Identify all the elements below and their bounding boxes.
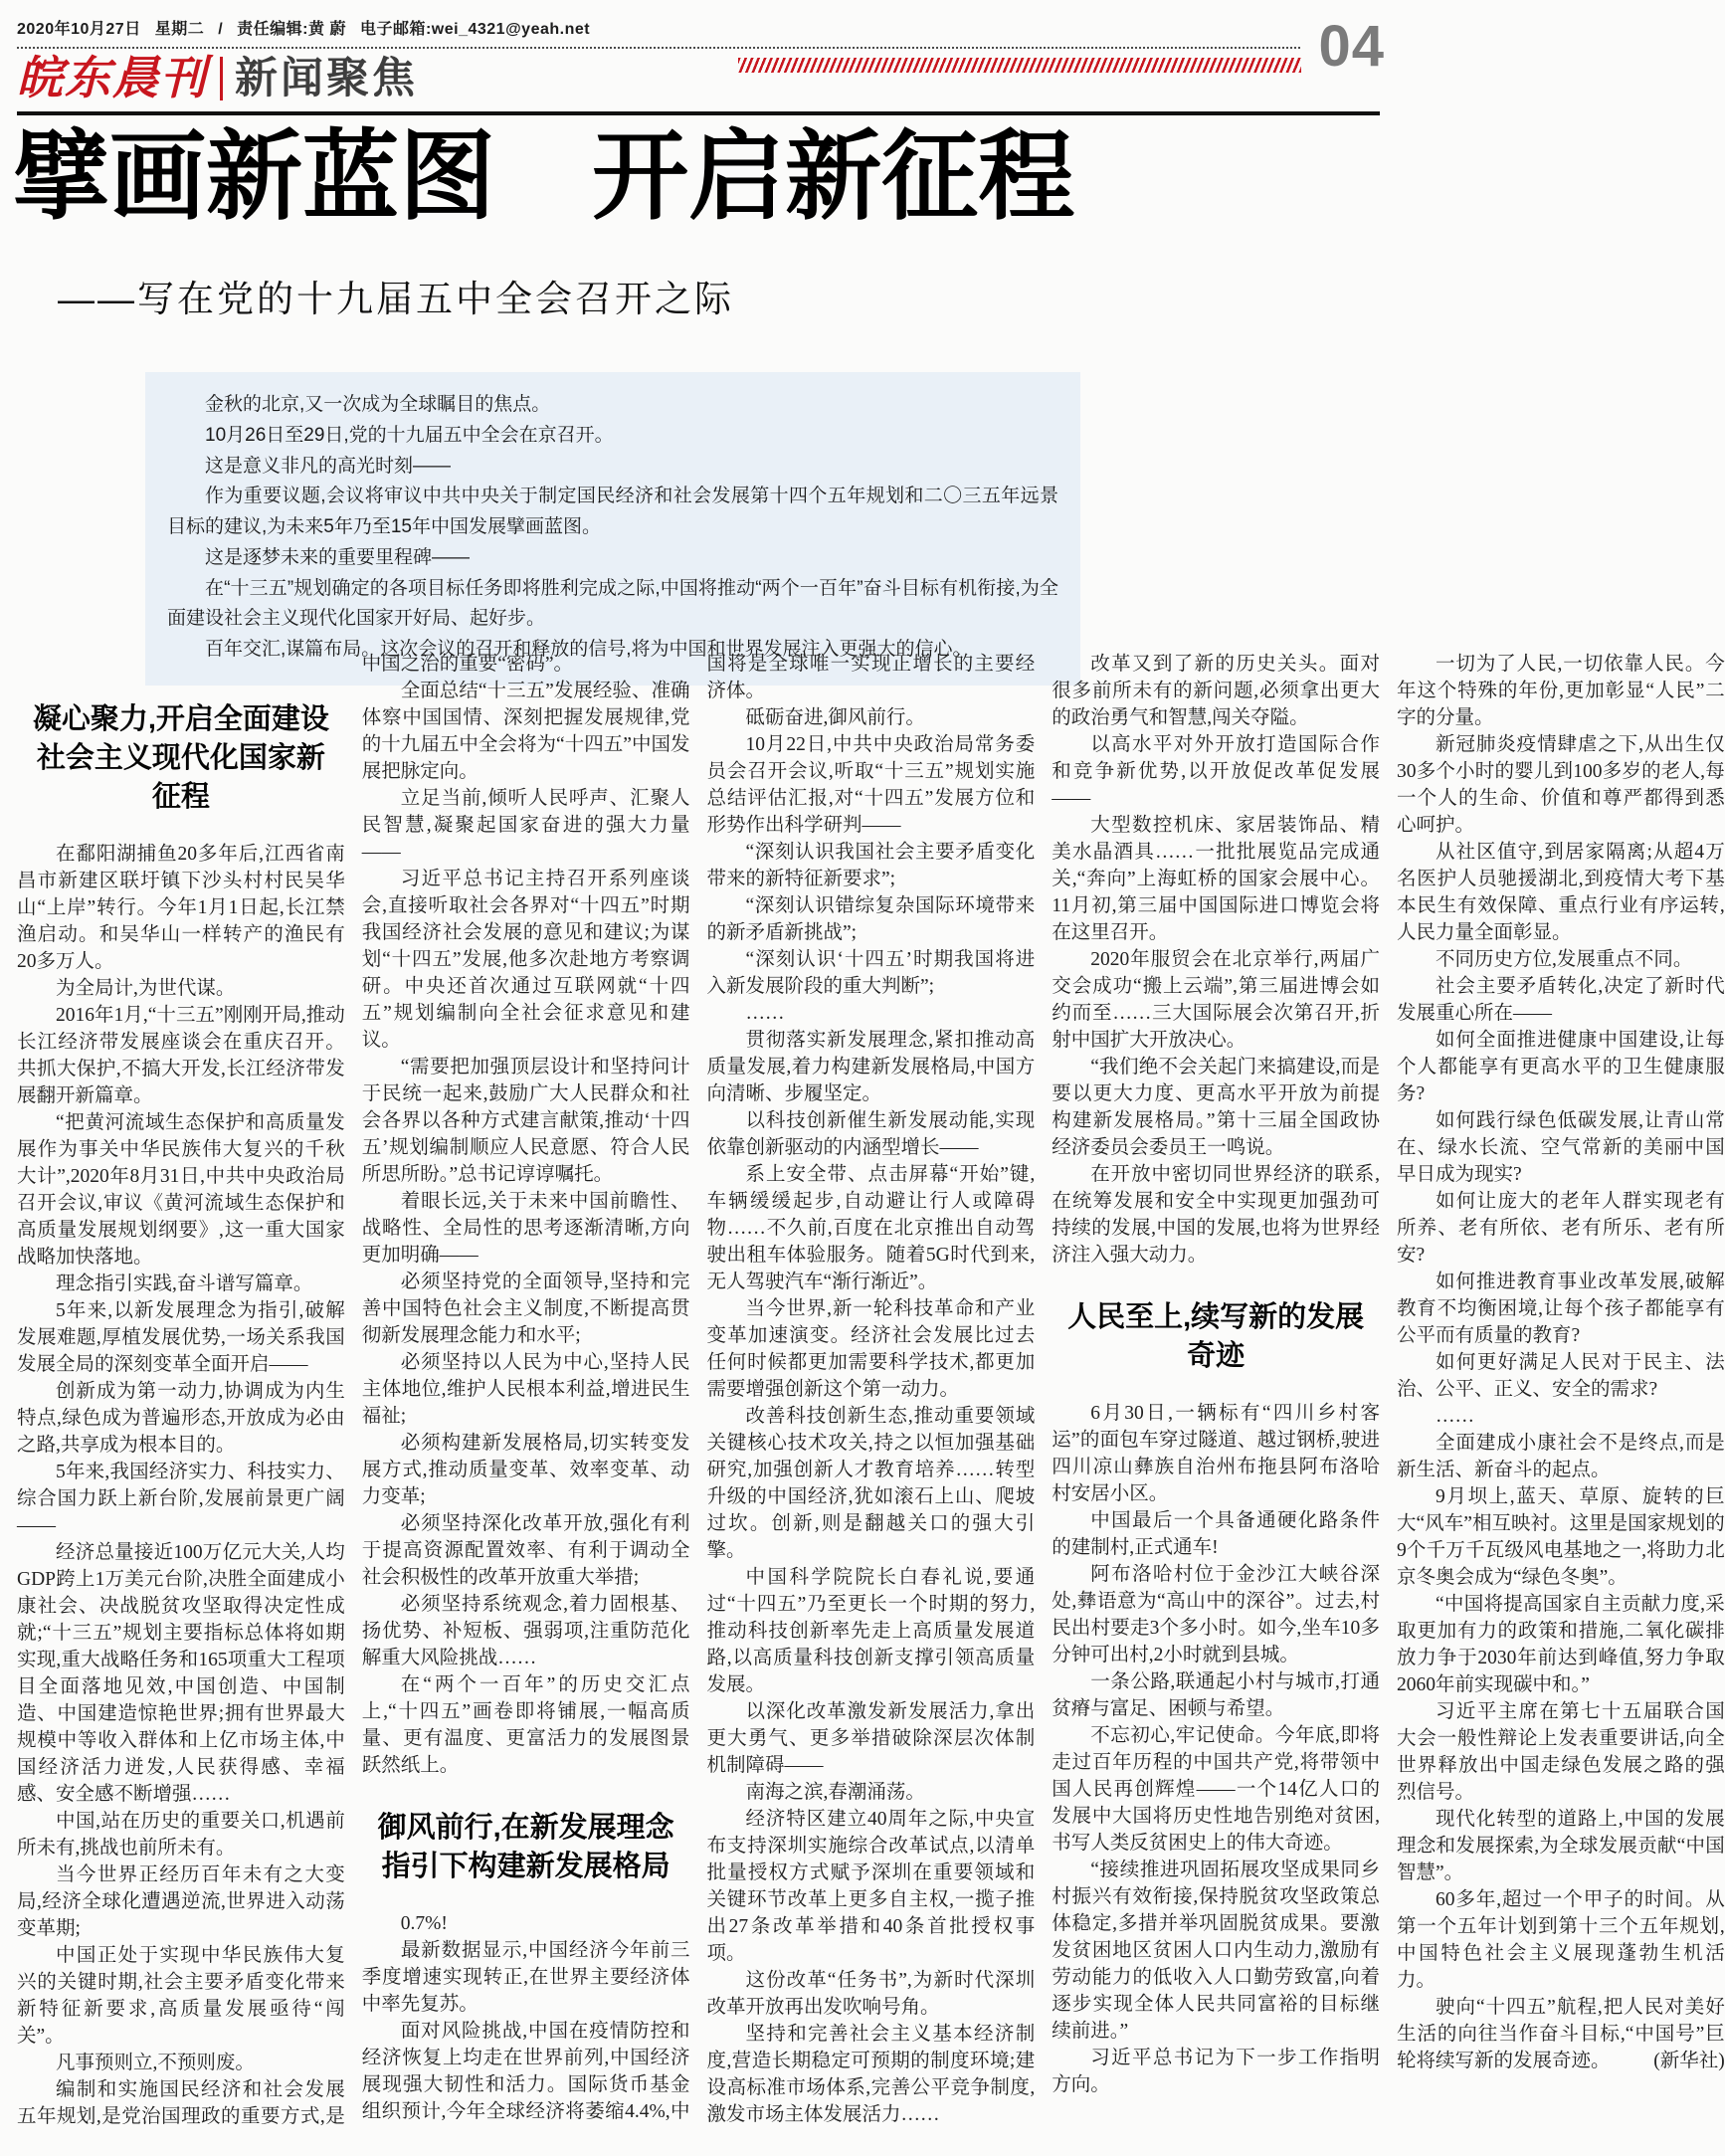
- article-paragraph: 大型数控机床、家居装饰品、精美水晶酒具……一批批展览品完成通关,“奔向”上海虹桥的国家会展中心。11月初,第三届中国国际进口博览会将在这里召开。: [1052, 815, 1380, 943]
- article-paragraph: 理念指引实践,奋斗谱写篇章。: [56, 1274, 313, 1295]
- article-paragraph: “我们绝不会关起门来搞建设,而是要以更大力度、更高水平开放为前提构建新发展格局。”第十三届全国政协经济委员会委员王一鸣说。: [1052, 1057, 1380, 1158]
- article-paragraph: 必须坚持深化改革开放,强化有利于提高资源配置效率、有利于调动全社会积极性的改革开放重大举措;: [361, 1513, 690, 1588]
- article-paragraph: 中国科学院院长白春礼说,要通过“十四五”乃至更长一个时期的努力,推动科技创新率先走上高质量发展道路,以高质量科技创新支撑引领高质量发展。: [706, 1567, 1036, 1695]
- article-paragraph: 一切为了人民,一切依靠人民。今年这个特殊的年份,更加彰显“人民”二字的分量。: [1397, 654, 1725, 728]
- masthead-divider: [220, 57, 223, 100]
- article-paragraph: 不忘初心,牢记使命。今年底,即将走过百年历程的中国共产党,将带领中国人民再创辉煌——一个14亿人口的发展中大国将历史性地告别绝对贫困,书写人类反贫困史上的伟大奇迹。: [1052, 1725, 1380, 1855]
- article-columns: [17, 651, 1725, 2145]
- article-paragraph: 改革又到了新的历史关头。面对很多前所未有的新问题,必须拿出更大的政治勇气和智慧,闯关夺隘。: [1052, 654, 1380, 728]
- article-paragraph: 习近平主席在第七十五届联合国大会一般性辩论上发表重要讲话,向全世界释放出中国走绿色发展之路的强烈信号。: [1397, 1701, 1725, 1803]
- intro-paragraph: 10月26日至29日,党的十九届五中全会在京召开。: [205, 424, 614, 446]
- weekday-text: 星期二: [154, 21, 205, 38]
- article-paragraph: ……: [1436, 1406, 1474, 1427]
- article-paragraph: 在鄱阳湖捕鱼20多年后,江西省南昌市新建区联圩镇下沙头村村民吴华山“上岸”转行。今年1月1日起,长江禁渔启动。和吴华山一样转产的渔民有20多万人。: [17, 844, 345, 973]
- article-paragraph: ……: [745, 1003, 785, 1024]
- article-paragraph: 必须坚持以人民为中心,坚持人民主体地位,维护人民根本利益,增进民生福祉;: [361, 1352, 690, 1427]
- editor-text: 责任编辑:黄 蔚: [237, 21, 346, 38]
- article-paragraph: “中国将提高国家自主贡献力度,采取更加有力的政策和措施,二氧化碳排放力争于2030年前达到峰值,努力争取2060年前实现碳中和。”: [1397, 1594, 1725, 1695]
- dateline-separator: /: [218, 21, 224, 38]
- article-paragraph: 如何让庞大的老年人群实现老有所养、老有所依、老有所乐、老有所安?: [1397, 1191, 1725, 1266]
- article-paragraph: 以深化改革激发新发展活力,拿出更大勇气、更多举措破除深层次体制机制障碍——: [706, 1701, 1036, 1776]
- article-paragraph: 5年来,以新发展理念为指引,破解发展难题,厚植发展优势,一场关系我国发展全局的深刻变革全面开启——: [17, 1300, 345, 1376]
- article-paragraph: “深刻认识‘十四五’时期我国将进入新发展阶段的重大判断”;: [706, 949, 1036, 997]
- article-paragraph: 从社区值守,到居家隔离;从超4万名医护人员驰援湖北,到疫情大考下基本民生有效保障、重点行业有序运转,人民力量全面彰显。: [1397, 842, 1725, 943]
- email-text: 电子邮箱:wei_4321@yeah.net: [359, 21, 591, 38]
- article-paragraph: 如何更好满足人民对于民主、法治、公平、正义、安全的需求?: [1397, 1352, 1725, 1400]
- article-paragraph: 习近平总书记为下一步工作指明方向。: [1052, 2048, 1380, 2096]
- byline: (新华社): [1653, 2051, 1725, 2071]
- article-paragraph: 9月坝上,蓝天、草原、旋转的巨大“风车”相互映衬。这里是国家规划的9个千万千瓦级风电基地之一,将助力北京冬奥会成为“绿色冬奥”。: [1397, 1486, 1725, 1588]
- article-paragraph: 这份改革“任务书”,为新时代深圳改革开放再出发吹响号角。: [706, 1970, 1036, 2018]
- page-number: 04: [1318, 14, 1385, 79]
- masthead-logo: 皖东晨刊: [17, 53, 208, 103]
- article-paragraph: 在开放中密切同世界经济的联系,在统筹发展和安全中实现更加强劲可持续的发展,中国的发展,也将为世界经济注入强大动力。: [1052, 1164, 1380, 1266]
- article-paragraph: “深刻认识我国社会主要矛盾变化带来的新特征新要求”;: [706, 842, 1036, 889]
- article-paragraph: 新冠肺炎疫情肆虐之下,从出生仅30多个小时的婴儿到100多岁的老人,每一个人的生命、价值和尊严都得到悉心呵护。: [1397, 734, 1725, 836]
- article-paragraph: 砥砺奋进,御风前行。: [745, 707, 925, 728]
- article-paragraph: 南海之滨,春潮涌荡。: [745, 1782, 925, 1803]
- main-headline: 擘画新蓝图 开启新征程: [13, 121, 1075, 231]
- article-paragraph: 坚持和完善社会主义基本经济制度,营造长期稳定可预期的制度环境;建设高标准市场体系,完善公平竞争制度,激发市场主体发展活力……: [706, 2024, 1036, 2125]
- article-paragraph: “接续推进巩固拓展攻坚成果同乡村振兴有效衔接,保持脱贫攻坚政策总体稳定,多措并举巩固脱贫成果。要激发贫困地区贫困人口内生动力,激励有劳动能力的低收入人口勤劳致富,向着逐步实现全体人民共同富裕的目标继续前进。”: [1052, 1860, 1380, 2043]
- article-paragraph: 必须坚持党的全面领导,坚持和完善中国特色社会主义制度,不断提高贯彻新发展理念能力和水平;: [361, 1272, 690, 1346]
- dotted-divider: [17, 47, 1300, 49]
- article-paragraph: 以科技创新催生新发展动能,实现依靠创新驱动的内涵型增长——: [706, 1110, 1036, 1158]
- article-paragraph: 社会主要矛盾转化,决定了新时代发展重心所在——: [1397, 976, 1725, 1024]
- article-paragraph: 中国最后一个具备通硬化路条件的建制村,正式通车!: [1052, 1510, 1380, 1559]
- article-paragraph: “深刻认识错综复杂国际环境带来的新矛盾新挑战”;: [706, 895, 1036, 943]
- intro-paragraph: 在“十三五”规划确定的各项目标任务即将胜利完成之际,中国将推动“两个一百年”奋斗目标有机衔接,为全面建设社会主义现代化国家开好局、起好步。: [167, 577, 1058, 630]
- article-paragraph: 系上安全带、点击屏幕“开始”键,车辆缓缓起步,自动避让行人或障碍物……不久前,百度在北京推出自动驾驶出租车体验服务。随着5G时代到来,无人驾驶汽车“渐行渐近”。: [706, 1164, 1036, 1292]
- article-paragraph: 编制和实施国民经济和社会发展五年规划,是党治国理政的重要方式,是中国之治的重要“密码”。: [17, 654, 574, 2128]
- article-paragraph: 一条公路,联通起小村与城市,打通贫瘠与富足、困顿与希望。: [1052, 1671, 1380, 1720]
- intro-paragraph: 金秋的北京,又一次成为全球瞩目的焦点。: [205, 394, 551, 415]
- article-paragraph: 驶向“十四五”航程,把人民对美好生活的向往当作奋斗目标,“中国号”巨轮将续写新的发展奇迹。 (新华社): [1397, 1994, 1725, 2074]
- dateline: [17, 16, 590, 39]
- article-paragraph: 凡事预则立,不预则废。: [56, 2053, 255, 2074]
- article-paragraph: 如何全面推进健康中国建设,让每个人都能享有更高水平的卫生健康服务?: [1397, 1030, 1725, 1104]
- section-heading: 人民至上,续写新的发展奇迹: [1067, 1301, 1365, 1373]
- section-name: 新闻聚焦: [235, 54, 418, 102]
- article-paragraph: 6月30日,一辆标有“四川乡村客运”的面包车穿过隧道、越过钢桥,驶进四川凉山彝族自治州布拖县阿布洛哈村安居小区。: [1052, 1403, 1380, 1505]
- headline-top-rule: [17, 111, 1380, 115]
- article-paragraph: 现代化转型的道路上,中国的发展理念和发展探索,为全球发展贡献“中国智慧”。: [1397, 1809, 1725, 1883]
- article-paragraph: 立足当前,倾听人民呼声、汇聚人民智慧,凝聚起国家奋进的强大力量——: [361, 788, 690, 863]
- intro-paragraph: 作为重要议题,会议将审议中共中央关于制定国民经济和社会发展第十四个五年规划和二〇三五年远景目标的建议,为未来5年乃至15年中国发展擘画蓝图。: [167, 486, 1058, 538]
- article-paragraph: 2020年服贸会在北京举行,两届广交会成功“搬上云端”,第三届进博会如约而至……三大国际展会次第召开,折射中国扩大开放决心。: [1052, 949, 1380, 1051]
- article-paragraph: 中国,站在历史的重要关口,机遇前所未有,挑战也前所未有。: [17, 1811, 345, 1860]
- article-paragraph: 贯彻落实新发展理念,紧扣推动高质量发展,着力构建新发展格局,中国方向清晰、步履坚定。: [706, 1030, 1036, 1104]
- intro-paragraph: 百年交汇,谋篇布局。这次会议的召开和释放的信号,将为中国和世界发展注入更强大的信心。: [205, 639, 972, 661]
- article-paragraph: 2016年1月,“十三五”刚刚开局,推动长江经济带发展座谈会在重庆召开。共抓大保护,不搞大开发,长江经济带发展翻开新篇章。: [17, 1005, 345, 1107]
- article-paragraph: 经济特区建立40周年之际,中央宣布支持深圳实施综合改革试点,以清单批量授权方式赋予深圳在重要领域和关键环节改革上更多自主权,一揽子推出27条改革举措和40条首批授权事项。: [706, 1809, 1036, 1964]
- article-paragraph: 以高水平对外开放打造国际合作和竞争新优势,以开放促改革促发展——: [1052, 734, 1380, 809]
- article-paragraph: 改善科技创新生态,推动重要领域关键核心技术攻关,持之以恒加强基础研究,加强创新人才教育培养……转型升级的中国经济,犹如滚石上山、爬坡过坎。创新,则是翻越关口的强大引擎。: [706, 1406, 1036, 1561]
- article-paragraph: 经济总量接近100万亿元大关,人均GDP跨上1万美元台阶,决胜全面建成小康社会、决战脱贫攻坚取得决定性成就;“十三五”规划主要指标总体将如期实现,重大战略任务和165项重大工程项目全面落地见效,中国创造、中国制造、中国建造惊艳世界;拥有世界最大规模中等收入群体和上亿市场主体,中国经济活力迸发,人民获得感、幸福感、安全感不断增强……: [17, 1542, 345, 1806]
- article-paragraph: 创新成为第一动力,协调成为内生特点,绿色成为普遍形态,开放成为必由之路,共享成为根本目的。: [17, 1381, 345, 1457]
- red-hatch-band: [738, 58, 1301, 73]
- article-paragraph: 阿布洛哈村位于金沙江大峡谷深处,彝语意为“高山中的深谷”。过去,村民出村要走3个多小时。如今,坐车10多分钟可出村,2小时就到县城。: [1052, 1564, 1380, 1666]
- article-paragraph: 当今世界正经历百年未有之大变局,经济全球化遭遇逆流,世界进入动荡变革期;: [17, 1864, 345, 1940]
- article-paragraph: 中国正处于实现中华民族伟大复兴的关键时期,社会主要矛盾变化带来新特征新要求,高质量发展亟待“闯关”。: [17, 1945, 345, 2048]
- section-heading: 凝心聚力,开启全面建设社会主义现代化国家新征程: [32, 703, 329, 814]
- article-paragraph: 着眼长远,关于未来中国前瞻性、战略性、全局性的思考逐渐清晰,方向更加明确——: [361, 1191, 690, 1266]
- intro-paragraph: 这是逐梦未来的重要里程碑——: [205, 546, 471, 568]
- intro-paragraph: 这是意义非凡的高光时刻——: [205, 455, 452, 477]
- article-paragraph: 必须坚持系统观念,着力固根基、扬优势、补短板、强弱项,注重防范化解重大风险挑战……: [361, 1594, 690, 1668]
- headline-subtitle: ——写在党的十九届五中全会召开之际: [58, 279, 734, 319]
- article-paragraph: 为全局计,为世代谋。: [56, 978, 236, 1000]
- article-paragraph: “需要把加强顶层设计和坚持问计于民统一起来,鼓励广大人民群众和社会各界以各种方式建言献策,推动‘十四五’规划编制顺应人民意愿、符合人民所思所盼。”总书记谆谆嘱托。: [361, 1057, 690, 1185]
- article-paragraph: 如何推进教育事业改革发展,破解教育不均衡困境,让每个孩子都能享有公平而有质量的教育?: [1397, 1272, 1725, 1346]
- article-paragraph: 全面建成小康社会不是终点,而是新生活、新奋斗的起点。: [1397, 1433, 1725, 1480]
- article-paragraph: 5年来,我国经济实力、科技实力、综合国力跃上新台阶,发展前景更广阔——: [17, 1462, 345, 1537]
- article-paragraph: 60多年,超过一个甲子的时间。从第一个五年计划到第十三个五年规划,中国特色社会主义展现蓬勃生机活力。: [1397, 1889, 1725, 1991]
- article-paragraph: 面对风险挑战,中国在疫情防控和经济恢复上均走在世界前列,中国经济展现强大韧性和活力。国际货币基金组织预计,今年全球经济将萎缩4.4%,中国将是全球唯一实现正增长的主要经济体。: [361, 654, 1036, 2123]
- article-paragraph: 当今世界,新一轮科技革命和产业变革加速演变。经济社会发展比过去任何时候都更加需要科学技术,都更加需要增强创新这个第一动力。: [706, 1298, 1036, 1400]
- section-heading: 御风前行,在新发展理念指引下构建新发展格局: [377, 1812, 674, 1883]
- article-paragraph: 最新数据显示,中国经济今年前三季度增速实现转正,在世界主要经济体中率先复苏。: [361, 1940, 690, 2016]
- article-paragraph: 0.7%!: [400, 1913, 448, 1935]
- date-text: 2020年10月27日: [17, 21, 141, 38]
- article-paragraph: 不同历史方位,发展重点不同。: [1436, 949, 1693, 970]
- intro-box: [145, 372, 1080, 686]
- article-paragraph: 习近平总书记主持召开系列座谈会,直接听取社会各界对“十四五”时期我国经济社会发展的意见和建议;为谋划“十四五”发展,他多次赴地方考察调研。中央还首次通过互联网就“十四五”规划编制向全社会征求意见和建议。: [361, 869, 690, 1051]
- masthead-row: [17, 54, 418, 104]
- article-paragraph: 10月22日,中共中央政治局常务委员会召开会议,听取“十三五”规划实施总结评估汇报,对“十四五”发展方位和形势作出科学研判——: [706, 734, 1036, 836]
- article-paragraph: 如何践行绿色低碳发展,让青山常在、绿水长流、空气常新的美丽中国早日成为现实?: [1397, 1110, 1725, 1185]
- article-paragraph: 在“两个一百年”的历史交汇点上,“十四五”画卷即将铺展,一幅高质量、更有温度、更富活力的发展图景跃然纸上。: [361, 1674, 690, 1776]
- article-paragraph: “把黄河流域生态保护和高质量发展作为事关中华民族伟大复兴的千秋大计”,2020年8月31日,中共中央政治局召开会议,审议《黄河流域生态保护和高质量发展规划纲要》,这一重大国家战略加快落地。: [17, 1112, 345, 1269]
- article-paragraph: 必须构建新发展格局,切实转变发展方式,推动质量变革、效率变革、动力变革;: [361, 1433, 690, 1507]
- article-paragraph: 全面总结“十三五”发展经验、准确体察中国国情、深刻把握发展规律,党的十九届五中全会将为“十四五”中国发展把脉定向。: [361, 681, 690, 782]
